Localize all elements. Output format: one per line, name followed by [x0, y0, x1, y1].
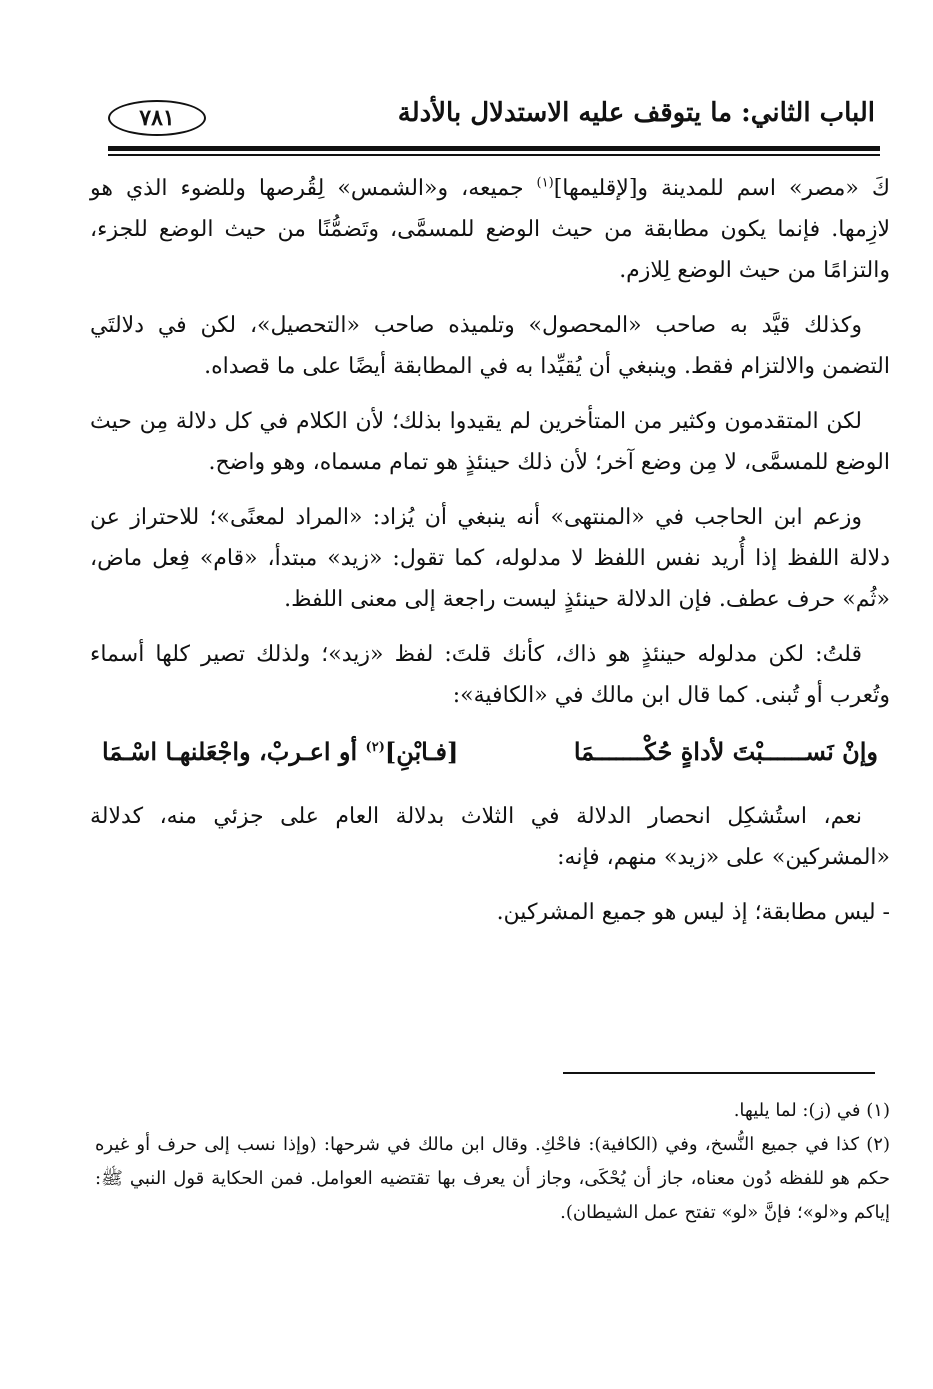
- footnote-ref-2: (٢): [365, 740, 385, 755]
- footnotes: [95, 1094, 890, 1230]
- page-number: ٧٨١: [108, 100, 206, 136]
- verse-second-start: [فـابْنِ]: [384, 737, 459, 766]
- main-text: [90, 168, 890, 933]
- paragraph-1-start: كَ «مصر» اسم للمدينة و[لإقليمها]: [553, 176, 890, 201]
- poetry-verse: [102, 730, 878, 774]
- paragraph-4: وزعم ابن الحاجب في «المنتهى» أنه ينبغي أن يُزاد: «المراد لمعنًى»؛ للاحتراز عن دلالة اللفظ إذا أُريد نفس اللفظ لا مدلوله، كما تقول: «زيد» مبتدأ، «قام» فِعل ماض، «ثُم» حرف عطف. فإن الدلالة حينئذٍ ليست راجعة إلى معنى اللفظ.: [90, 505, 890, 612]
- header-rule-thin: [108, 154, 880, 156]
- page-header: [100, 90, 875, 150]
- verse-second-rest: أو اعـربْ، واجْعَلنهـا اسْـمَا: [102, 737, 366, 766]
- paragraph-5: قلتُ: لكن مدلوله حينئذٍ هو ذاك، كأنك قلتَ: لفظ «زيد»؛ ولذلك تصير كلها أسماء وتُعرب أو تُبنى. كما قال ابن مالك في «الكافية»:: [90, 642, 890, 708]
- paragraph-1-rest: جميعه، و«الشمس» لِقُرصها وللضوء الذي هو لازِمها. فإنما يكون مطابقة من حيث الوضع للمسمَّى، وتَضمُّنًا من حيث الوضع للجزء، والتزامًا من حيث الوضع لِلازم.: [90, 176, 890, 283]
- header-rule-thick: [108, 146, 880, 151]
- paragraph-2: وكذلك قيَّد به صاحب «المحصول» وتلميذه صاحب «التحصيل»، لكن في دلالتَي التضمن والالتزام فقط. وينبغي أن يُقيِّدا به في المطابقة أيضًا على ما قصداه.: [90, 313, 890, 379]
- footnote-ref-1: (١): [536, 175, 554, 191]
- paragraph-3: لكن المتقدمون وكثير من المتأخرين لم يقيدوا بذلك؛ لأن الكلام في كل دلالة مِن حيث الوضع للمسمَّى، لا مِن وضع آخر؛ لأن ذلك حينئذٍ هو تمام مسماه، وهو واضح.: [90, 409, 890, 475]
- verse-first-hemistich: وإنْ نَســــــبْتَ لأداةٍ حُكْـــــــمَا: [573, 737, 878, 766]
- running-title: الباب الثاني: ما يتوقف عليه الاستدلال بالأدلة: [397, 98, 875, 128]
- bullet-item: - ليس مطابقة؛ إذ ليس هو جميع المشركين.: [496, 900, 890, 925]
- paragraph-6: نعم، استُشكِل انحصار الدلالة في الثلاث بدلالة العام على جزئي منه، كدلالة «المشركين» على «زيد» منهم، فإنه:: [90, 804, 890, 870]
- footnote-2: (٢) كذا في جميع النُّسخ، وفي (الكافية): فاحْكِ. وقال ابن مالك في شرحها: (وإذا نسب إلى حرف أو غيره حكم هو للفظه دُون معناه، جاز أن يُحْكَى، وجاز أن يعرف بها تقتضيه العوامل. فمن الحكاية قول النبي ﷺ: إياكم و«لو»؛ فإنَّ «لو» تفتح عمل الشيطان).: [95, 1134, 890, 1223]
- verse-second-hemistich: [102, 730, 458, 774]
- footnote-1: (١) في (ز): لما يليها.: [733, 1100, 890, 1121]
- footnote-separator: [563, 1072, 875, 1074]
- paragraph-1: [90, 168, 890, 291]
